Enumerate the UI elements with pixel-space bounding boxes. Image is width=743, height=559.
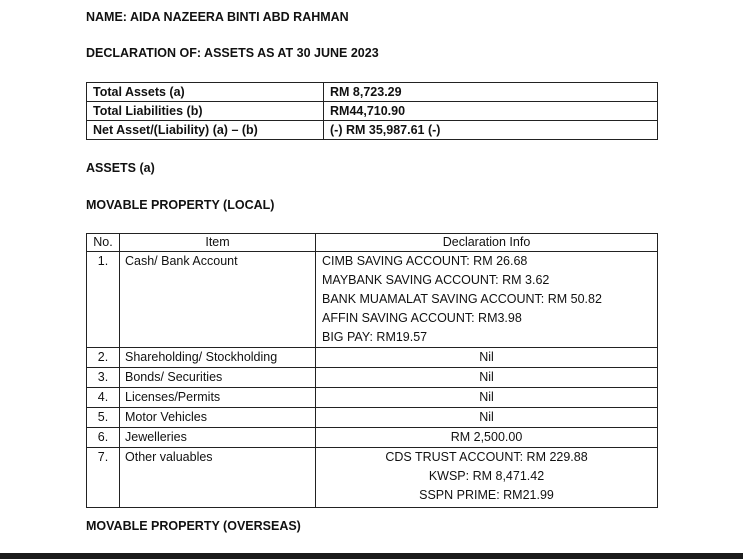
- name-heading: NAME: AIDA NAZEERA BINTI ABD RAHMAN: [86, 10, 349, 24]
- summary-label: Total Assets (a): [87, 83, 324, 102]
- summary-label: Total Liabilities (b): [87, 102, 324, 121]
- declaration-line: CDS TRUST ACCOUNT: RM 229.88: [385, 450, 588, 464]
- declaration-line: RM 2,500.00: [450, 430, 523, 444]
- row-number: 6.: [87, 428, 120, 448]
- row-number: 2.: [87, 348, 120, 368]
- header-info: Declaration Info: [316, 234, 658, 252]
- declaration-line: BIG PAY: RM19.57: [322, 330, 428, 344]
- row-declaration-info: [316, 408, 658, 428]
- row-number: 7.: [87, 448, 120, 508]
- row-item: Cash/ Bank Account: [120, 252, 316, 348]
- row-item: Shareholding/ Stockholding: [120, 348, 316, 368]
- movable-overseas-title: MOVABLE PROPERTY (OVERSEAS): [86, 519, 301, 533]
- declaration-line: Nil: [479, 410, 494, 424]
- table-row: [87, 368, 658, 388]
- table-row: [87, 348, 658, 368]
- summary-value: RM44,710.90: [324, 102, 658, 121]
- summary-label: Net Asset/(Liability) (a) – (b): [87, 121, 324, 140]
- declaration-line: CIMB SAVING ACCOUNT: RM 26.68: [322, 254, 528, 268]
- row-declaration-info: [316, 428, 658, 448]
- row-declaration-info: [316, 252, 658, 348]
- row-declaration-info: [316, 368, 658, 388]
- row-declaration-info: [316, 448, 658, 508]
- table-row: [87, 408, 658, 428]
- row-item: Jewelleries: [120, 428, 316, 448]
- assets-section-title: ASSETS (a): [86, 161, 155, 175]
- summary-row-total-assets: [87, 83, 658, 102]
- declaration-heading: DECLARATION OF: ASSETS AS AT 30 JUNE 2023: [86, 46, 379, 60]
- declaration-line: Nil: [479, 390, 494, 404]
- row-item: Licenses/Permits: [120, 388, 316, 408]
- table-row: [87, 448, 658, 508]
- assets-table: [86, 233, 658, 508]
- row-number: 1.: [87, 252, 120, 348]
- row-item: Other valuables: [120, 448, 316, 508]
- row-number: 4.: [87, 388, 120, 408]
- summary-value: RM 8,723.29: [324, 83, 658, 102]
- declaration-line: MAYBANK SAVING ACCOUNT: RM 3.62: [322, 273, 550, 287]
- row-declaration-info: [316, 348, 658, 368]
- declaration-line: BANK MUAMALAT SAVING ACCOUNT: RM 50.82: [322, 292, 602, 306]
- summary-row-total-liabilities: [87, 102, 658, 121]
- assets-table-header: [87, 234, 658, 252]
- row-number: 3.: [87, 368, 120, 388]
- declaration-line: Nil: [479, 350, 494, 364]
- row-declaration-info: [316, 388, 658, 408]
- summary-table: [86, 82, 658, 140]
- table-row: [87, 428, 658, 448]
- summary-value: (-) RM 35,987.61 (-): [324, 121, 658, 140]
- movable-local-title: MOVABLE PROPERTY (LOCAL): [86, 198, 275, 212]
- declaration-line: KWSP: RM 8,471.42: [428, 469, 545, 483]
- table-row: [87, 252, 658, 348]
- row-number: 5.: [87, 408, 120, 428]
- row-item: Bonds/ Securities: [120, 368, 316, 388]
- table-row: [87, 388, 658, 408]
- header-item: Item: [120, 234, 316, 252]
- declaration-line: Nil: [479, 370, 494, 384]
- page-bottom-edge: [0, 553, 743, 559]
- declaration-line: AFFIN SAVING ACCOUNT: RM3.98: [322, 311, 522, 325]
- header-no: No.: [87, 234, 120, 252]
- declaration-line: SSPN PRIME: RM21.99: [419, 488, 554, 502]
- row-item: Motor Vehicles: [120, 408, 316, 428]
- summary-row-net-asset: [87, 121, 658, 140]
